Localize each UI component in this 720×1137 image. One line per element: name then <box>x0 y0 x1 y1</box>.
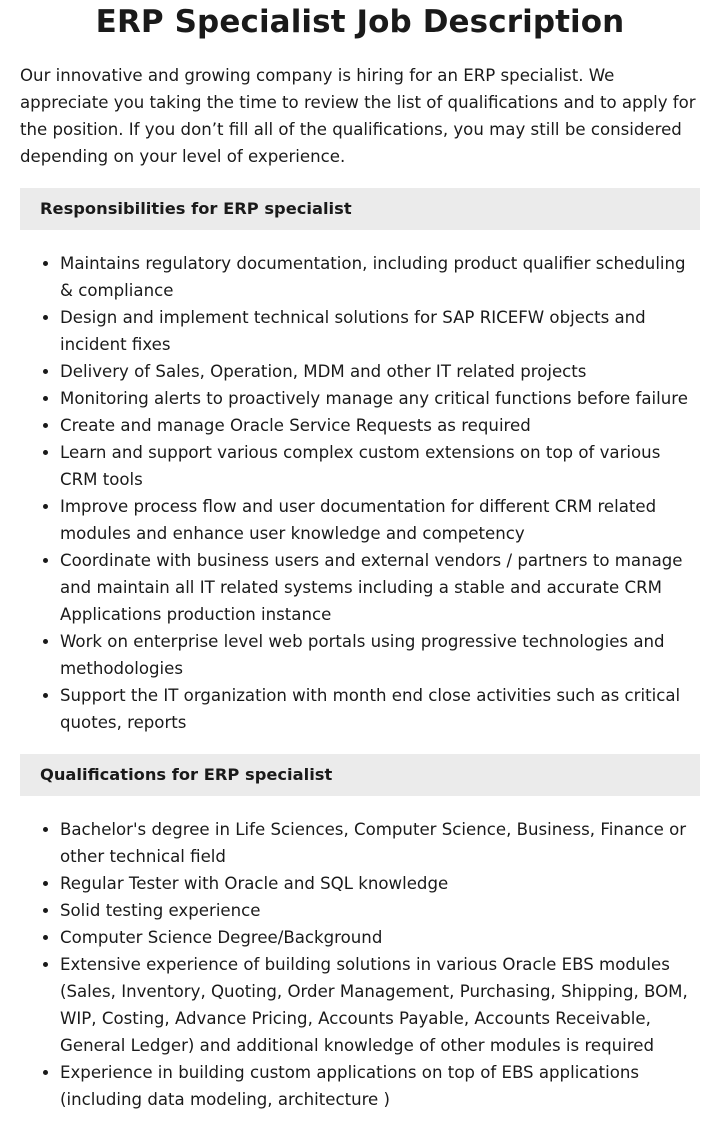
list-item: • Extensive experience of building solutions in various Oracle EBS modules (Sales, Inventory, Quoting, Order Management, Purchasing, Shipping, BOM, WIP, Costing, Advance Pricing, Accounts Payable, Accounts Receivable, General Ledger) and additional knowledge of other modules is required <box>60 951 700 1059</box>
list-item: • Work on enterprise level web portals using progressive technologies and methodologies <box>60 628 700 682</box>
responsibilities-heading: Responsibilities for ERP specialist <box>20 188 700 230</box>
list-item: • Computer Science Degree/Background <box>60 924 700 951</box>
page-title: ERP Specialist Job Description <box>95 4 625 40</box>
list-item: • Bachelor's degree in Life Sciences, Computer Science, Business, Finance or other technical field <box>60 816 700 870</box>
list-item: • Support the IT organization with month end close activities such as critical quotes, reports <box>60 682 700 736</box>
list-item: • Delivery of Sales, Operation, MDM and other IT related projects <box>60 358 700 385</box>
list-item: • Regular Tester with Oracle and SQL knowledge <box>60 870 700 897</box>
list-item: • Improve process flow and user documentation for different CRM related modules and enhance user knowledge and competency <box>60 493 700 547</box>
list-item: • Solid testing experience <box>60 897 700 924</box>
list-item: • Learn and support various complex custom extensions on top of various CRM tools <box>60 439 700 493</box>
qualifications-list <box>20 816 700 1113</box>
list-item: • Experience in building custom applications on top of EBS applications (including data modeling, architecture ) <box>60 1059 700 1113</box>
list-item: • Monitoring alerts to proactively manage any critical functions before failure <box>60 385 700 412</box>
list-item: • Create and manage Oracle Service Requests as required <box>60 412 700 439</box>
intro-paragraph: Our innovative and growing company is hiring for an ERP specialist. We appreciate you taking the time to review the list of qualifications and to apply for the position. If you don’t fill all of the qualifications, you may still be considered depending on your level of experience. <box>20 66 696 166</box>
list-item: • Design and implement technical solutions for SAP RICEFW objects and incident fixes <box>60 304 700 358</box>
list-item: • Coordinate with business users and external vendors / partners to manage and maintain all IT related systems including a stable and accurate CRM Applications production instance <box>60 547 700 628</box>
qualifications-heading: Qualifications for ERP specialist <box>20 754 700 796</box>
list-item: • Maintains regulatory documentation, including product qualifier scheduling & compliance <box>60 250 700 304</box>
responsibilities-list <box>20 250 700 736</box>
